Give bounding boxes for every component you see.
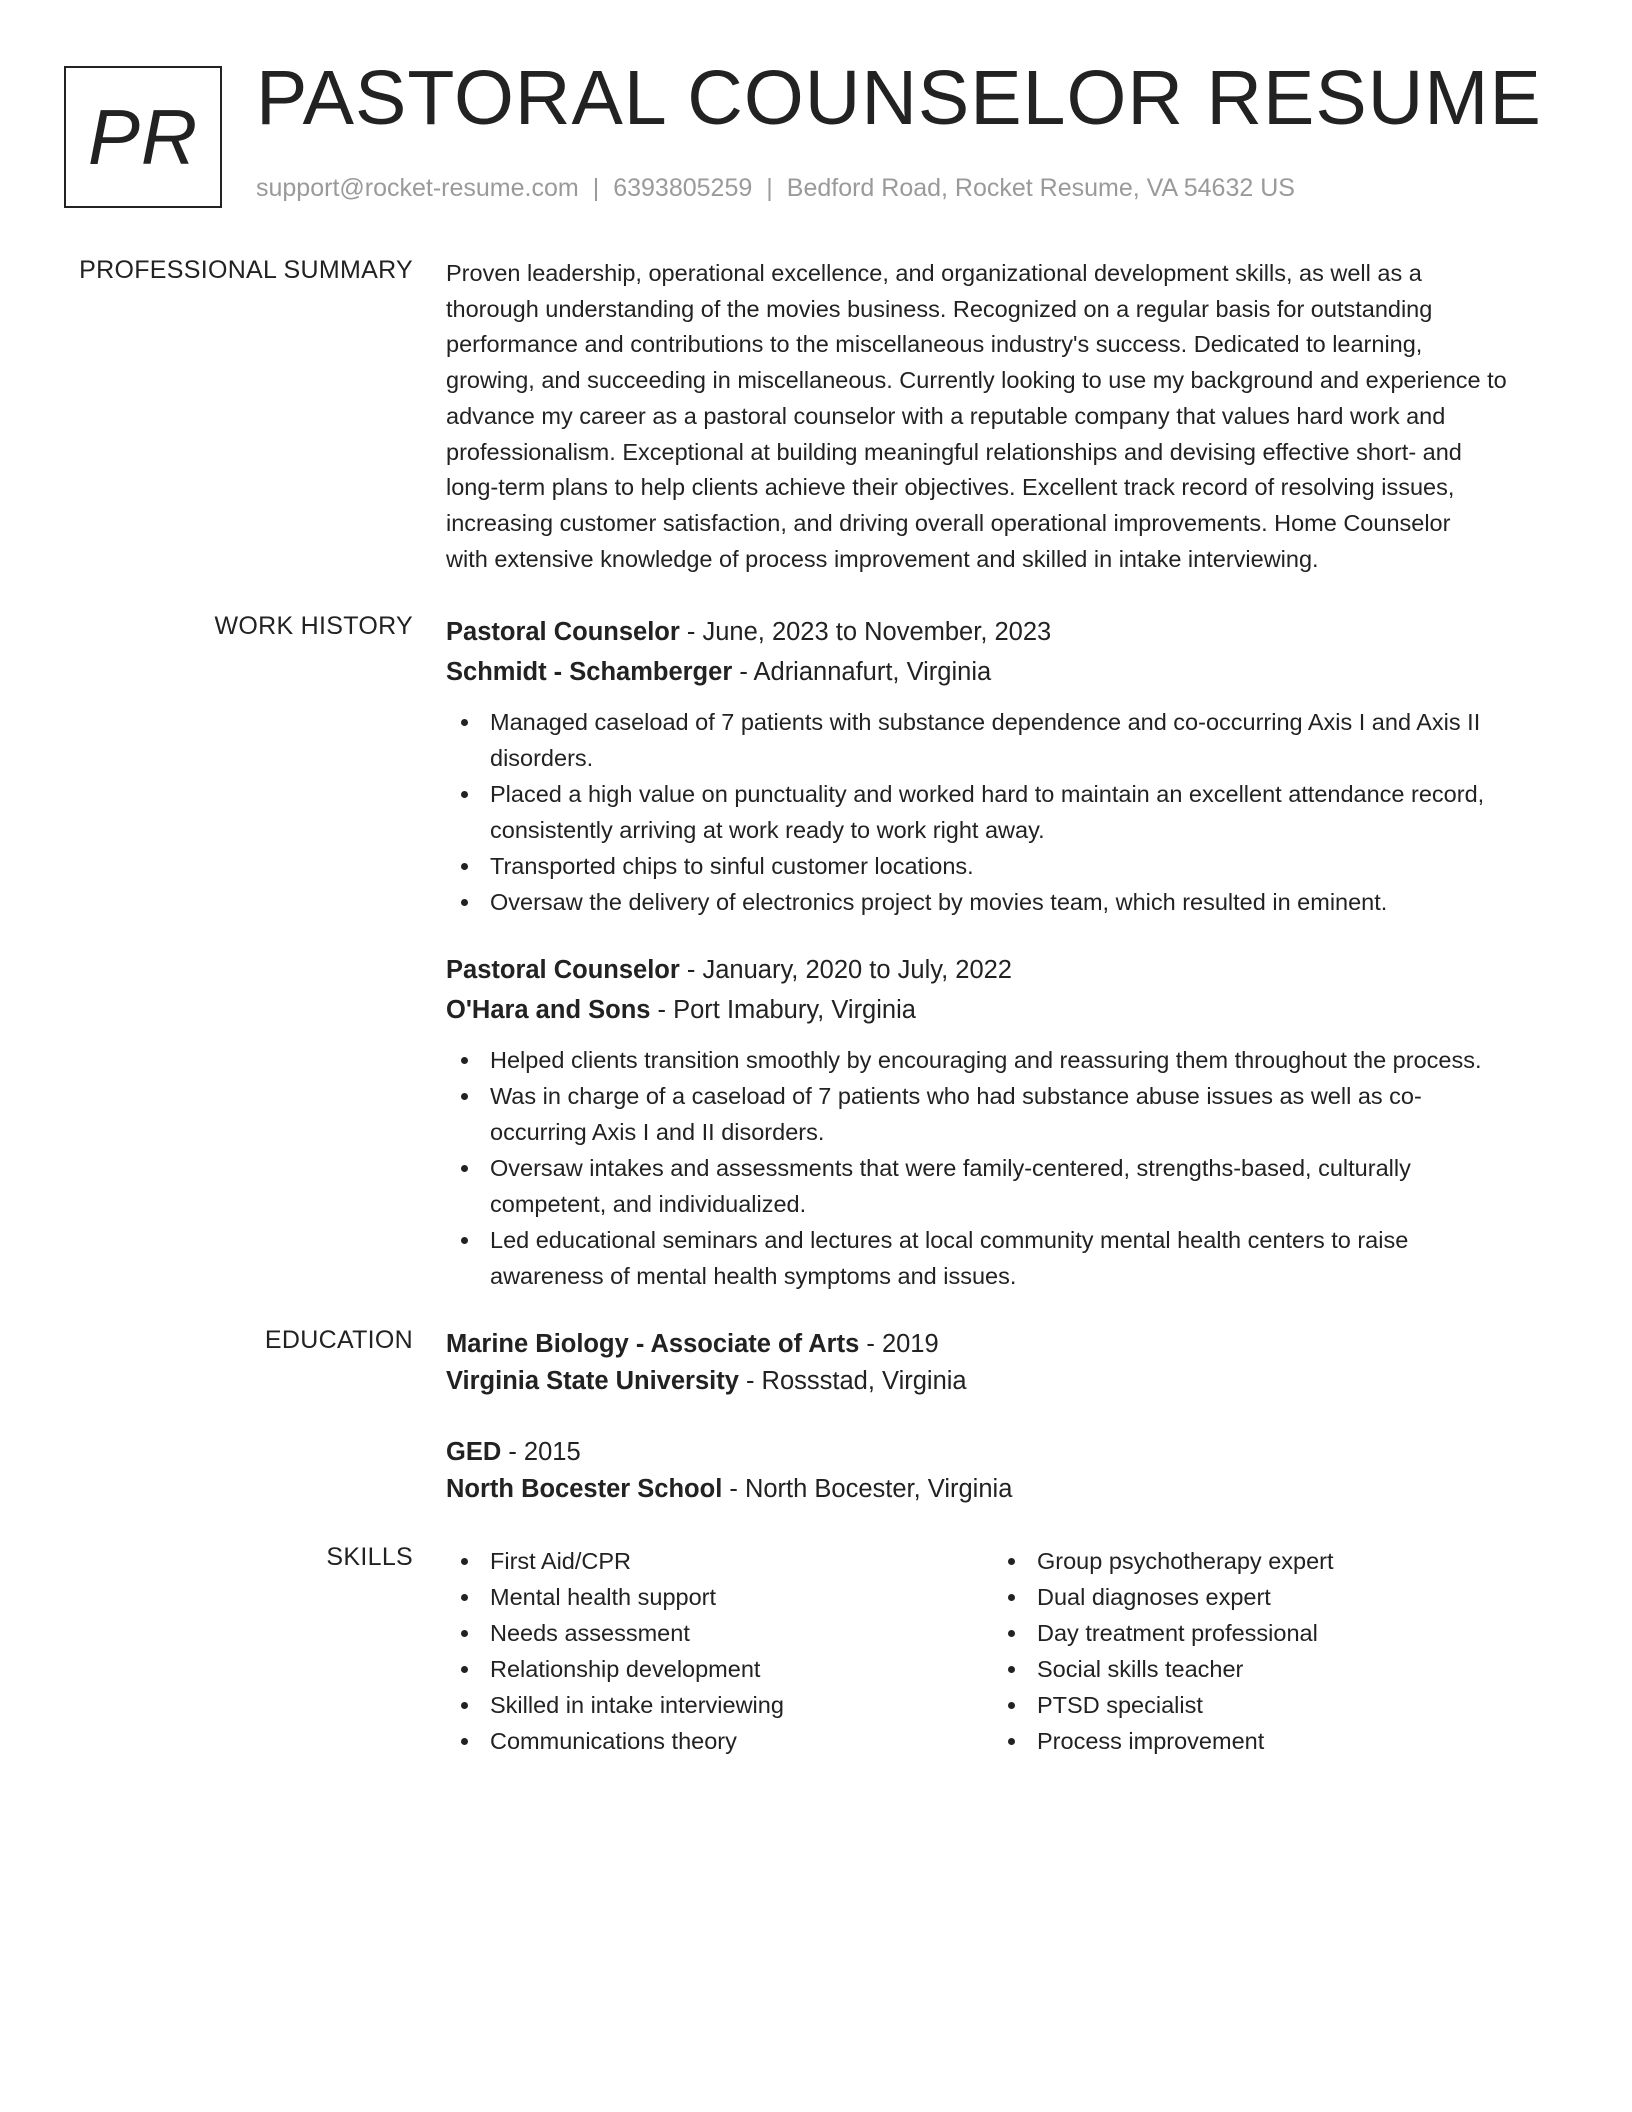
job-company-line xyxy=(446,652,1561,692)
skill-item: Social skills teacher xyxy=(993,1651,1540,1687)
summary-line: growing, and succeeding in miscellaneous. Currently looking to use my background and experience to xyxy=(446,367,1507,394)
job-company: Schmidt - Schamberger xyxy=(446,658,733,686)
summary-line: long-term plans to help clients achieve their objectives. Excellent track record of resolving issues, xyxy=(446,474,1455,501)
job-location: - Port Imabury, Virginia xyxy=(650,996,916,1024)
job-dates: - January, 2020 to July, 2022 xyxy=(679,956,1012,984)
skills-list xyxy=(446,1543,1561,1759)
job-dates: - June, 2023 to November, 2023 xyxy=(679,618,1052,646)
contact-separator: | xyxy=(592,174,600,202)
job-entry xyxy=(446,950,1561,1294)
section-heading-skills: SKILLS xyxy=(326,1543,413,1571)
degree-year: - 2015 xyxy=(501,1438,581,1466)
education-entry xyxy=(446,1434,1561,1508)
skills-column-left xyxy=(446,1543,993,1759)
job-duty: Led educational seminars and lectures at local community mental health centers to raise awareness of mental health symptoms and issues. xyxy=(446,1222,1561,1294)
section-heading-summary: PROFESSIONAL SUMMARY xyxy=(79,256,413,284)
contact-separator: | xyxy=(766,174,773,202)
work-history-list xyxy=(446,612,1561,1294)
job-title: Pastoral Counselor xyxy=(446,956,680,984)
summary-line: with extensive knowledge of process improvement and skilled in intake interviewing. xyxy=(446,545,1319,572)
summary-line: increasing customer satisfaction, and driving overall operational improvements. Home Counselor xyxy=(446,509,1451,536)
education-list xyxy=(446,1326,1561,1508)
job-duty: Was in charge of a caseload of 7 patients who had substance abuse issues as well as co- occurring Axis I and II disorders. xyxy=(446,1078,1561,1150)
job-location: - Adriannafurt, Virginia xyxy=(732,658,992,686)
skill-item: PTSD specialist xyxy=(993,1687,1540,1723)
degree: Marine Biology - Associate of Arts xyxy=(446,1330,860,1358)
skill-item: Mental health support xyxy=(446,1579,993,1615)
job-title-line xyxy=(446,612,1561,652)
job-company-line xyxy=(446,990,1561,1030)
summary-text xyxy=(446,256,1561,577)
skill-item: Group psychotherapy expert xyxy=(993,1543,1540,1579)
job-title: Pastoral Counselor xyxy=(446,618,680,646)
job-duty: Helped clients transition smoothly by encouraging and reassuring them throughout the process. xyxy=(446,1042,1561,1078)
job-duty: Oversaw intakes and assessments that were family-centered, strengths-based, culturally competent, and individualized. xyxy=(446,1150,1561,1222)
skill-item: Process improvement xyxy=(993,1723,1540,1759)
job-duty: Transported chips to sinful customer locations. xyxy=(446,848,1561,884)
summary-line: performance and contributions to the miscellaneous industry's success. Dedicated to learning, xyxy=(446,331,1423,358)
degree: GED xyxy=(446,1438,502,1466)
skill-item: Needs assessment xyxy=(446,1615,993,1651)
skill-item: Day treatment professional xyxy=(993,1615,1540,1651)
school-line xyxy=(446,1363,1561,1400)
skills-column-right xyxy=(993,1543,1540,1759)
job-entry xyxy=(446,612,1561,920)
skill-item: Skilled in intake interviewing xyxy=(446,1687,993,1723)
job-duty: Oversaw the delivery of electronics project by movies team, which resulted in eminent. xyxy=(446,884,1561,920)
section-heading-education: EDUCATION xyxy=(264,1326,413,1354)
job-duty: Managed caseload of 7 patients with substance dependence and co-occurring Axis I and Axis II disorders. xyxy=(446,704,1561,776)
monogram-logo xyxy=(64,66,222,208)
job-duties xyxy=(446,1042,1561,1294)
summary-line: thorough understanding of the movies business. Recognized on a regular basis for outstanding xyxy=(446,295,1433,322)
resume-title: PASTORAL COUNSELOR RESUME xyxy=(256,55,1542,141)
job-title-line xyxy=(446,950,1561,990)
school-location: - North Bocester, Virginia xyxy=(722,1475,1013,1503)
summary-line: advance my career as a pastoral counselor with a reputable company that values hard work and xyxy=(446,402,1446,429)
skill-item: Relationship development xyxy=(446,1651,993,1687)
contact-phone: 6393805259 xyxy=(613,174,753,202)
skill-item: Communications theory xyxy=(446,1723,993,1759)
contact-address: Bedford Road, Rocket Resume, VA 54632 US xyxy=(786,174,1295,202)
skill-item: First Aid/CPR xyxy=(446,1543,993,1579)
school: Virginia State University xyxy=(446,1367,739,1395)
job-company: O'Hara and Sons xyxy=(446,996,651,1024)
summary-line: Proven leadership, operational excellence, and organizational development skills, as well as a xyxy=(446,260,1422,286)
school-line xyxy=(446,1471,1561,1508)
contact-email: support@rocket-resume.com xyxy=(256,174,579,202)
school: North Bocester School xyxy=(446,1475,723,1503)
section-heading-work-history: WORK HISTORY xyxy=(214,612,413,640)
summary-line: professionalism. Exceptional at building meaningful relationships and devising effective short- and xyxy=(446,438,1462,465)
monogram-text: PR xyxy=(87,92,199,181)
degree-line xyxy=(446,1326,1561,1363)
job-duties xyxy=(446,704,1561,920)
contact-line xyxy=(256,174,1295,203)
school-location: - Rossstad, Virginia xyxy=(738,1367,967,1395)
job-duty: Placed a high value on punctuality and worked hard to maintain an excellent attendance record, consistently arriving at work ready to work right away. xyxy=(446,776,1561,848)
degree-line xyxy=(446,1434,1561,1471)
skill-item: Dual diagnoses expert xyxy=(993,1579,1540,1615)
education-entry xyxy=(446,1326,1561,1400)
degree-year: - 2019 xyxy=(859,1330,939,1358)
